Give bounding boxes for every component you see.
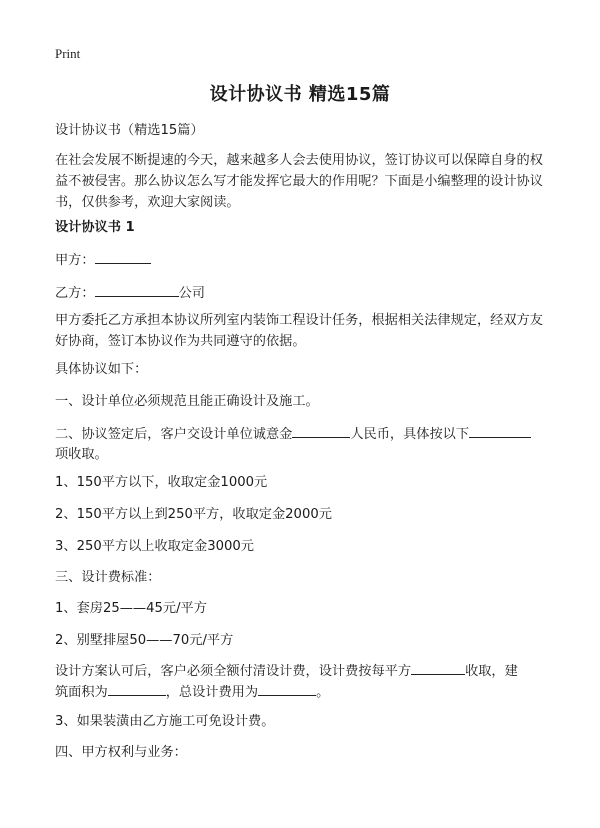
confirm-text-a: 设计方案认可后，客户必须全额付清设计费，设计费按每平方 [55,664,412,679]
confirm-text-b: 收取，建 [465,664,518,679]
party-b-label: 乙方： [55,286,95,301]
confirm-line-1 [55,660,550,682]
fee-3: 3、250平方以上收取定金3000元 [55,539,254,554]
item-4: 四、甲方权利与业务： [55,745,187,760]
section-heading: 设计协议书 1 [55,220,135,235]
party-b-line [55,282,550,304]
total-fee-blank [258,681,316,696]
intro-paragraph: 在社会发展不断提速的今天，越来越多人会去使用协议，签订协议可以保障自身的权益不被侵害。那么协议怎么写才能发挥它最大的作用呢？下面是小编整理的设计协议书，仅供参考，欢迎大家阅读。 [55,153,543,210]
specific-terms: 具体协议如下： [55,362,148,377]
standard-1: 1、套房25——45元/平方 [55,601,207,616]
doc-subtitle: 设计协议书（精选15篇） [55,123,204,138]
basis-blank [469,423,531,438]
entrust-paragraph: 甲方委托乙方承担本协议所列室内装饰工程设计任务，根据相关法律规定，经双方友好协商，签订本协议作为共同遵守的依据。 [55,313,543,349]
standard-2: 2、别墅排屋50——70元/平方 [55,633,234,648]
party-a-blank [95,249,151,264]
item-3: 三、设计费标准： [55,570,161,585]
per-sqm-blank [411,660,465,675]
fee-1: 1、150平方以下，收取定金1000元 [55,475,268,490]
deposit-blank [292,423,350,438]
party-a-label: 甲方： [55,253,95,268]
item-2-text-a: 二、协议签定后，客户交设计单位诚意金 [55,427,293,442]
fee-2: 2、150平方以上到250平方，收取定金2000元 [55,507,332,522]
confirm-text-d: ，总设计费用为 [165,685,259,700]
confirm-line-2 [55,681,550,703]
party-b-suffix: 公司 [178,286,205,301]
standard-3: 3、如果装潢由乙方施工可免设计费。 [55,714,275,729]
item-2-text-b: 人民币，具体按以下 [350,427,470,442]
confirm-text-e: 。 [316,685,330,700]
item-2-line [55,423,550,445]
area-blank [108,681,166,696]
party-b-blank [95,282,179,297]
item-1: 一、设计单位必须规范且能正确设计及施工。 [55,394,319,409]
confirm-text-c: 筑面积为 [55,685,108,700]
item-2-continued: 项收取。 [55,447,108,462]
print-label[interactable]: Print [55,46,81,61]
page-title: 设计协议书 精选15篇 [209,84,391,105]
party-a-line [55,249,550,271]
